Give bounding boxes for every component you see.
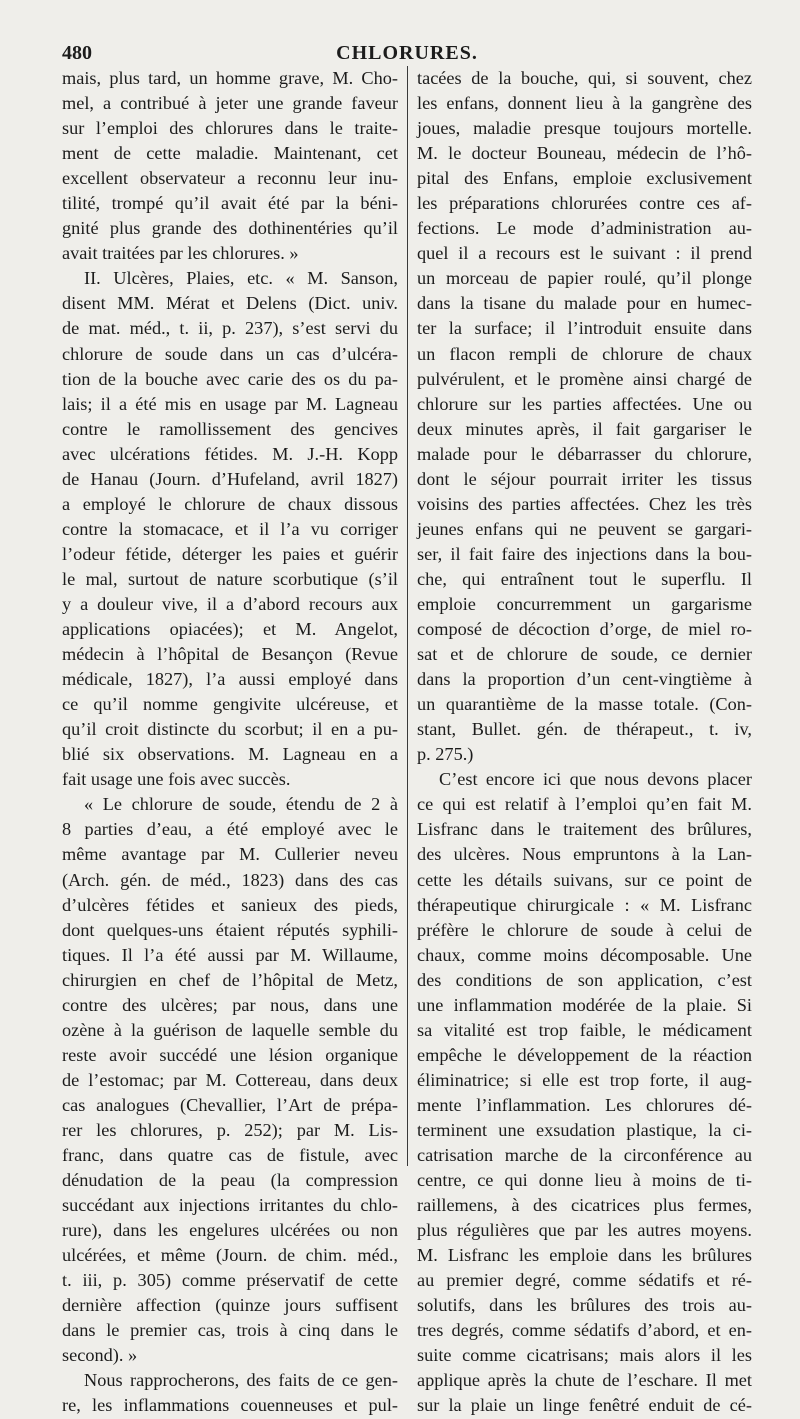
text-line: médicale, 1827), l’a aussi employé dans xyxy=(62,669,398,690)
text-line: y a douleur vive, il a d’abord recours aux xyxy=(62,593,398,614)
text-line: re, les inflammations couenneuses et pul- xyxy=(62,1395,398,1416)
text-line: solutifs, dans les brûlures des trois au- xyxy=(417,1295,752,1316)
text-line: succédant aux injections irritantes du chlo- xyxy=(62,1195,398,1216)
page-number: 480 xyxy=(62,42,92,64)
text-line: quel il a recours est le suivant : il prend xyxy=(417,243,752,264)
text-line: contre la stomacace, et il l’a vu corriger xyxy=(62,518,398,539)
text-line: catrisation marche de la circonférence au xyxy=(417,1145,752,1166)
text-line: 8 parties d’eau, a été employé avec le xyxy=(62,819,398,840)
text-line: rure), dans les engelures ulcérées ou non xyxy=(62,1220,398,1241)
text-line: applications opiacées); et M. Angelot, xyxy=(62,619,398,640)
text-line: un quarantième de la masse totale. (Con- xyxy=(417,694,752,715)
text-line: des conditions de son application, c’est xyxy=(417,969,752,990)
text-line: tres degrés, comme sédatifs d’abord, et en- xyxy=(417,1320,752,1341)
text-line: l’odeur fétide, déterger les paies et guérir xyxy=(62,543,398,564)
text-line: le mal, surtout de nature scorbutique (s’il xyxy=(62,568,398,589)
text-line: tiques. Il l’a été aussi par M. Willaume, xyxy=(62,944,398,965)
text-line: même avantage par M. Cullerier neveu xyxy=(62,844,398,865)
text-line: terminent une exsudation plastique, la ci- xyxy=(417,1119,752,1140)
text-line: mel, a contribué à jeter une grande faveur xyxy=(62,93,398,114)
text-line: mente l’inflammation. Les chlorures dé- xyxy=(417,1094,752,1115)
text-line: qu’il croit distincte du scorbut; il en a pu- xyxy=(62,719,398,740)
text-line: che, qui entraînent tout le superflu. Il xyxy=(417,568,752,589)
text-line: de Hanau (Journ. d’Hufeland, avril 1827) xyxy=(62,468,398,489)
page-header xyxy=(62,38,752,68)
text-line: pital des Enfans, emploie exclusivement xyxy=(417,168,752,189)
text-line: cas analogues (Chevallier, l’Art de prépa- xyxy=(62,1094,398,1115)
text-line: des ulcères. Nous empruntons à la Lan- xyxy=(417,844,752,865)
text-line: raillemens, à des cicatrices plus fermes, xyxy=(417,1195,752,1216)
text-line: dans la proportion d’un cent-vingtième à xyxy=(417,669,752,690)
text-line: C’est encore ici que nous devons placer xyxy=(439,769,752,790)
text-line: emploie concurremment un gargarisme xyxy=(417,593,752,614)
text-line: centre, ce qui donne lieu à moins de ti- xyxy=(417,1170,752,1191)
text-line: fections. Le mode d’administration au- xyxy=(417,218,752,239)
text-line: malade pour le débarrasser du chlorure, xyxy=(417,443,752,464)
text-line: M. Lisfranc les emploie dans les brûlures xyxy=(417,1245,752,1266)
text-line: éliminatrice; si elle est trop forte, il aug- xyxy=(417,1069,752,1090)
text-line: Lisfranc dans le traitement des brûlures, xyxy=(417,819,752,840)
text-line: sa vitalité est trop faible, le médicament xyxy=(417,1019,752,1040)
text-line: dans la tisane du malade pour en humec- xyxy=(417,293,752,314)
text-line: deux minutes après, il fait gargariser le xyxy=(417,418,752,439)
text-line: joues, maladie presque toujours mortelle. xyxy=(417,118,752,139)
text-line: excellent observateur a reconnu leur inu- xyxy=(62,168,398,189)
text-line: médecin à l’hôpital de Besançon (Revue xyxy=(62,644,398,665)
text-line: (Arch. gén. de méd., 1823) dans des cas xyxy=(62,869,398,890)
text-line: thérapeutique chirurgicale : « M. Lisfranc xyxy=(417,894,752,915)
text-line: chlorure de soude dans un cas d’ulcéra- xyxy=(62,343,398,364)
text-line: contre le ramollissement des gencives xyxy=(62,418,398,439)
text-line: ozène à la guérison de laquelle semble du xyxy=(62,1019,398,1040)
text-line: stant, Bullet. gén. de thérapeut., t. iv, xyxy=(417,719,752,740)
text-line: tion de la bouche avec carie des os du pa- xyxy=(62,368,398,389)
text-line: ter la surface; il l’introduit ensuite dans xyxy=(417,318,752,339)
text-line: applique après la chute de l’eschare. Il met xyxy=(417,1370,752,1391)
text-line: voisins des parties affectées. Chez les très xyxy=(417,493,752,514)
text-line: chaux, comme moins décomposable. Une xyxy=(417,944,752,965)
text-line: fait usage une fois avec succès. xyxy=(62,769,291,790)
text-line: contre des ulcères; par nous, dans une xyxy=(62,994,398,1015)
text-line: disent MM. Mérat et Delens (Dict. univ. xyxy=(62,293,398,314)
text-line: dernière affection (quinze jours suffisent xyxy=(62,1295,398,1316)
text-line: Nous rapprocherons, des faits de ce gen- xyxy=(84,1370,398,1391)
text-line: suite comme cicatrisans; mais alors il les xyxy=(417,1345,752,1366)
text-line: une inflammation modérée de la plaie. Si xyxy=(417,994,752,1015)
text-line: ser, il fait faire des injections dans la bou- xyxy=(417,543,752,564)
text-line: chlorure sur les parties affectées. Une ou xyxy=(417,393,752,414)
text-line: préfère le chlorure de soude à celui de xyxy=(417,919,752,940)
text-line: reste avoir succédé une lésion organique xyxy=(62,1044,398,1065)
text-line: cette les détails suivans, sur ce point de xyxy=(417,869,752,890)
right-text-column xyxy=(417,66,752,1419)
text-line: second). » xyxy=(62,1345,138,1366)
text-line: un morceau de papier roulé, qu’il plonge xyxy=(417,268,752,289)
text-line: les enfans, donnent lieu à la gangrène des xyxy=(417,93,752,114)
text-line: tacées de la bouche, qui, si souvent, chez xyxy=(417,68,752,88)
text-line: de l’estomac; par M. Cottereau, dans deux xyxy=(62,1069,398,1090)
text-line: au premier degré, comme sédatifs et ré- xyxy=(417,1270,752,1291)
text-line: plus régulières que par les autres moyens. xyxy=(417,1220,752,1241)
text-line: franc, dans quatre cas de fistule, avec xyxy=(62,1145,398,1166)
text-line: sat et de chlorure de soude, ce dernier xyxy=(417,644,752,665)
text-line: d’ulcères fétides et sanieux des pieds, xyxy=(62,894,398,915)
text-line: dans le premier cas, trois à cinq dans le xyxy=(62,1320,398,1341)
text-line: a employé le chlorure de chaux dissous xyxy=(62,493,398,514)
text-line: composé de décoction d’orge, de miel ro- xyxy=(417,619,752,640)
text-line: p. 275.) xyxy=(417,744,474,765)
text-line: « Le chlorure de soude, étendu de 2 à xyxy=(84,794,398,815)
text-line: sur la plaie un linge fenêtré enduit de cé- xyxy=(417,1395,752,1416)
text-line: t. iii, p. 305) comme préservatif de cette xyxy=(62,1270,398,1291)
text-line: blié six observations. M. Lagneau en a xyxy=(62,744,398,765)
text-line: ce qu’il nomme gengivite ulcéreuse, et xyxy=(62,694,398,715)
running-title: CHLORURES. xyxy=(336,42,478,64)
text-line: gnité plus grande des dothinentéries qu’il xyxy=(62,218,398,239)
text-line: un flacon rempli de chlorure de chaux xyxy=(417,343,752,364)
text-line: ce qui est relatif à l’emploi qu’en fait M. xyxy=(417,794,752,815)
text-line: de mat. méd., t. ii, p. 237), s’est servi du xyxy=(62,318,398,339)
text-line: sur l’emploi des chlorures dans le traite- xyxy=(62,118,398,139)
text-line: mais, plus tard, un homme grave, M. Cho- xyxy=(62,68,398,88)
left-text-column xyxy=(62,66,398,1419)
text-line: chirurgien en chef de l’hôpital de Metz, xyxy=(62,969,398,990)
text-line: pulvérulent, et le promène ainsi chargé de xyxy=(417,368,752,389)
text-line: ment de cette maladie. Maintenant, cet xyxy=(62,143,398,164)
column-divider xyxy=(407,66,408,1166)
text-line: dont le séjour pourrait irriter les tissus xyxy=(417,468,752,489)
text-line: avec ulcérations fétides. M. J.-H. Kopp xyxy=(62,443,398,464)
text-line: dénudation de la peau (la compression xyxy=(62,1170,398,1191)
text-line: jeunes enfans qui ne peuvent se gargari- xyxy=(417,518,752,539)
text-line: avait traitées par les chlorures. » xyxy=(62,243,299,264)
text-line: rer les chlorures, p. 252); par M. Lis- xyxy=(62,1119,398,1140)
text-line: lais; il a été mis en usage par M. Lagneau xyxy=(62,393,398,414)
text-line: tilité, trompé qu’il avait été par la béni- xyxy=(62,193,398,214)
text-line: M. le docteur Bouneau, médecin de l’hô- xyxy=(417,143,752,164)
text-line: ulcérées, et même (Journ. de chim. méd., xyxy=(62,1245,398,1266)
text-line: II. Ulcères, Plaies, etc. « M. Sanson, xyxy=(84,268,398,289)
text-line: dont quelques-uns étaient réputés syphili- xyxy=(62,919,398,940)
text-line: les préparations chlorurées contre ces af- xyxy=(417,193,752,214)
text-line: empêche le développement de la réaction xyxy=(417,1044,752,1065)
